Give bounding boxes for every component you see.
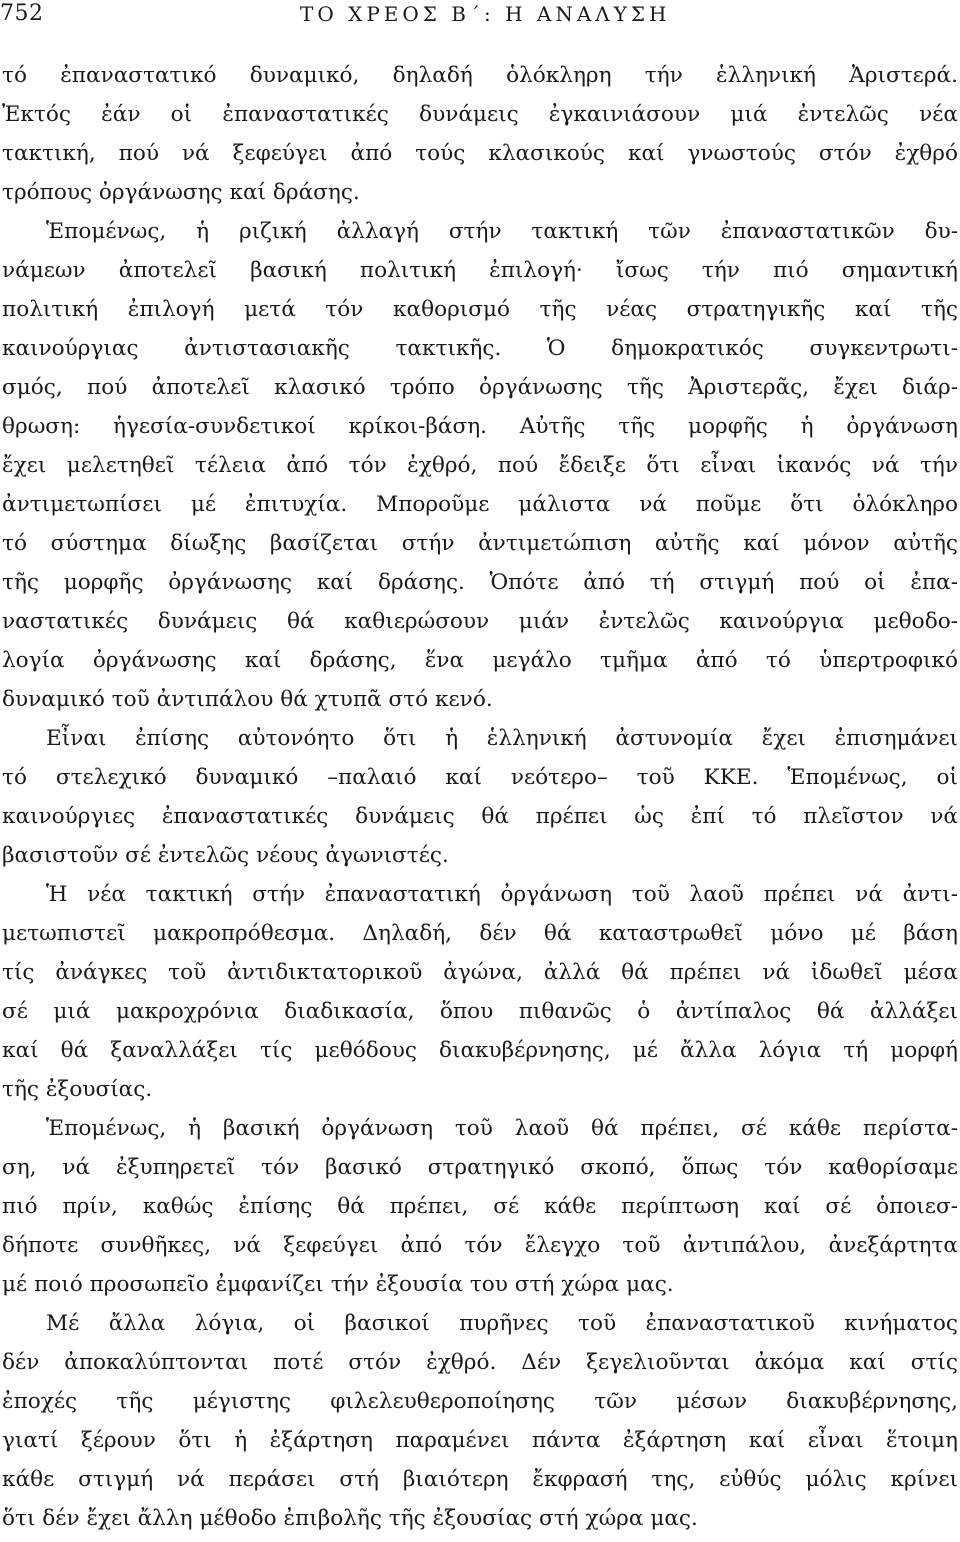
text-line: μετωπιστεῖ μακροπρόθεσμα. Δηλαδή, δέν θά καταστρωθεῖ μόνο μέ βάση	[2, 921, 958, 946]
text-line: ἔχει μελετηθεῖ τέλεια ἀπό τόν ἐχθρό, πού ἔδειξε ὅτι εἶναι ἱκανός νά τήν	[2, 453, 958, 478]
text-line: τό σύστημα δίωξης βασίζεται στήν ἀντιμετώπιση αὐτῆς καί μόνον αὐτῆς	[2, 531, 958, 556]
text-line: Εἶναι ἐπίσης αὐτονόητο ὅτι ἡ ἑλληνική ἀστυνομία ἔχει ἐπισημάνει	[46, 726, 958, 751]
text-line: Ἑπομένως, ἡ βασική ὀργάνωση τοῦ λαοῦ θά πρέπει, σέ κάθε περίστα-	[46, 1116, 958, 1141]
text-line: ση, νά ἐξυπηρετεῖ τόν βασικό στρατηγικό σκοπό, ὅπως τόν καθορίσαμε	[2, 1155, 958, 1180]
text-line: μέ ποιό προσωπεῖο ἐμφανίζει τήν ἐξουσία του στή χώρα μας.	[2, 1272, 674, 1297]
body-text	[2, 56, 958, 1538]
text-line: ἐποχές τῆς μέγιστης φιλελευθεροποίησης τῶν μέσων διακυβέρνησης,	[2, 1389, 958, 1414]
text-line: τρόπους ὀργάνωσης καί δράσης.	[2, 180, 360, 205]
page-header	[0, 0, 960, 40]
text-line: γιατί ξέρουν ὅτι ἡ ἐξάρτηση παραμένει πάντα ἐξάρτηση καί εἶναι ἕτοιμη	[2, 1428, 958, 1453]
text-line: τῆς μορφῆς ὀργάνωσης καί δράσης. Ὁπότε ἀπό τή στιγμή πού οἱ ἐπα-	[2, 570, 958, 595]
text-line: βασιστοῦν σέ ἐντελῶς νέους ἀγωνιστές.	[2, 843, 449, 868]
text-line: τίς ἀνάγκες τοῦ ἀντιδικτατορικοῦ ἀγώνα, ἀλλά θά πρέπει νά ἰδωθεῖ μέσα	[2, 960, 958, 985]
text-line: τῆς ἐξουσίας.	[2, 1077, 153, 1102]
text-line: καινούργιας ἀντιστασιακῆς τακτικῆς. Ὁ δημοκρατικός συγκεντρωτι-	[2, 336, 958, 361]
text-line: Μέ ἄλλα λόγια, οἱ βασικοί πυρῆνες τοῦ ἐπαναστατικοῦ κινήματος	[46, 1311, 958, 1336]
text-line: Ἐκτός ἐάν οἱ ἐπαναστατικές δυνάμεις ἐγκαινιάσουν μιά ἐντελῶς νέα	[2, 102, 958, 127]
text-line: δυναμικό τοῦ ἀντιπάλου θά χτυπᾶ στό κενό.	[2, 687, 493, 712]
text-line: νάμεων ἀποτελεῖ βασική πολιτική ἐπιλογή· ἴσως τήν πιό σημαντική	[2, 258, 958, 283]
text-line: καινούργιες ἐπαναστατικές δυνάμεις θά πρέπει ὡς ἐπί τό πλεῖστον νά	[2, 804, 958, 829]
text-line: Ἑπομένως, ἡ ριζική ἀλλαγή στήν τακτική τῶν ἐπαναστατικῶν δυ-	[46, 219, 958, 244]
text-line: ναστατικές δυνάμεις θά καθιερώσουν μιάν ἐντελῶς καινούργια μεθοδο-	[2, 609, 958, 634]
text-line: λογία ὀργάνωσης καί δράσης, ἕνα μεγάλο τμῆμα ἀπό τό ὑπερτροφικό	[2, 648, 958, 673]
text-line: σμός, πού ἀποτελεῖ κλασικό τρόπο ὀργάνωσης τῆς Ἀριστερᾶς, ἔχει διάρ-	[2, 375, 958, 400]
text-line: τό στελεχικό δυναμικό –παλαιό καί νεότερο– τοῦ ΚΚΕ. Ἑπομένως, οἱ	[2, 765, 958, 790]
text-line: δέν ἀποκαλύπτονται ποτέ στόν ἐχθρό. Δέν ξεγελιοῦνται ἀκόμα καί στίς	[2, 1350, 958, 1375]
text-line: Ἡ νέα τακτική στήν ἐπαναστατική ὀργάνωση τοῦ λαοῦ πρέπει νά ἀντι-	[46, 882, 958, 907]
text-line: πολιτική ἐπιλογή μετά τόν καθορισμό τῆς νέας στρατηγικῆς καί τῆς	[2, 297, 958, 322]
text-line: τακτική, πού νά ξεφεύγει ἀπό τούς κλασικούς καί γνωστούς στόν ἐχθρό	[2, 141, 958, 166]
text-line: σέ μιά μακροχρόνια διαδικασία, ὅπου πιθανῶς ὁ ἀντίπαλος θά ἀλλάξει	[2, 999, 958, 1024]
text-line: καί θά ξαναλλάξει τίς μεθόδους διακυβέρνησης, μέ ἄλλα λόγια τή μορφή	[2, 1038, 958, 1063]
text-line: δήποτε συνθῆκες, νά ξεφεύγει ἀπό τόν ἔλεγχο τοῦ ἀντιπάλου, ἀνεξάρτητα	[2, 1233, 958, 1258]
text-line: τό ἐπαναστατικό δυναμικό, δηλαδή ὁλόκληρη τήν ἑλληνική Ἀριστερά.	[2, 63, 958, 88]
text-line: πιό πρίν, καθώς ἐπίσης θά πρέπει, σέ κάθε περίπτωση καί σέ ὁποιεσ-	[2, 1194, 958, 1219]
running-head: ΤΟ ΧΡΕΟΣ Β΄: Η ΑΝΑΛΥΣΗ	[300, 2, 671, 26]
text-line: θρωση: ἡγεσία-συνδετικοί κρίκοι-βάση. Αὐτῆς τῆς μορφῆς ἡ ὀργάνωση	[2, 414, 958, 439]
text-line: ἀντιμετωπίσει μέ ἐπιτυχία. Μποροῦμε μάλιστα νά ποῦμε ὅτι ὁλόκληρο	[2, 492, 958, 517]
text-line: κάθε στιγμή νά περάσει στή βιαιότερη ἔκφρασή της, εὐθύς μόλις κρίνει	[2, 1467, 958, 1492]
page-number: 752	[0, 1, 44, 26]
text-line: ὅτι δέν ἔχει ἄλλη μέθοδο ἐπιβολῆς τῆς ἐξουσίας στή χώρα μας.	[2, 1506, 698, 1531]
